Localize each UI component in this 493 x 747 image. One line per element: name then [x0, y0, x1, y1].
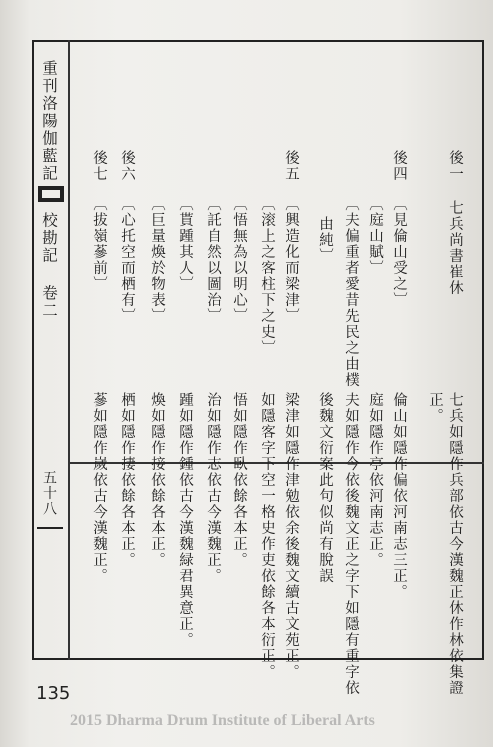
text-column-n6-note: 如隱客字下空一格史作吏依餘各本衍正。	[259, 392, 275, 680]
text-column-n3-note: 庭如隱作亭依河南志正。	[367, 392, 383, 568]
text-column-n8-quote: 〔託自然以圖治〕	[205, 196, 221, 324]
text-column-n9-quote: 〔貰踵其人〕	[177, 196, 193, 292]
text-column-n12-note: 蔘如隱作嵗依古今漢魏正。	[91, 392, 107, 584]
watermark: 2015 Dharma Drum Institute of Liberal Arts	[70, 712, 375, 729]
page-tick-mark	[37, 527, 63, 529]
text-column-n11-note: 栖如隱作捿依餘各本正。	[119, 392, 135, 568]
text-column-n5-note: 梁津如隱作津勉依余後魏文續古文苑正。	[283, 392, 299, 680]
text-column-n1-note2: 正。	[427, 392, 443, 424]
text-column-n1-note: 七兵如隱作兵部依古今漢魏正休作林依集證	[447, 392, 463, 696]
text-column-n11-quote: 〔心托空而栖有〕	[119, 196, 135, 324]
text-column-n3-quote: 〔庭山賦〕	[367, 196, 383, 276]
text-column-n1-quote: 七兵尚書崔休	[447, 200, 463, 296]
text-column-n2-head: 後四	[391, 150, 407, 182]
text-column-n10-note: 煥如隱作接依餘各本正。	[149, 392, 165, 568]
gutter-divider	[68, 40, 70, 660]
text-column-n12-head: 後七	[91, 150, 107, 182]
text-column-n4-quote: 〔夫偏重者愛昔先民之由樸	[343, 196, 359, 388]
text-column-n5-quote: 〔興造化而梁津〕	[283, 196, 299, 324]
text-column-n7-note: 悟如隱作臥依餘各本正。	[231, 392, 247, 568]
fish-tail-mark	[38, 186, 64, 202]
text-column-n10-quote: 〔巨量煥於物表〕	[149, 196, 165, 324]
text-column-n9-note: 踵如隱作鍾依古今漢魏緑君異意正。	[177, 392, 193, 648]
text-column-n6-quote: 〔滚上之客柱下之史〕	[259, 196, 275, 356]
section-title: 校勘記 卷二	[40, 212, 58, 320]
chinese-page-number: 五十八	[41, 470, 57, 517]
book-title: 重刊洛陽伽藍記	[40, 60, 58, 183]
text-column-n2-quote: 〔見倫山受之〕	[391, 196, 407, 308]
text-column-n4-note: 夫如隱作今依後魏文正之字下如隱有重字依	[343, 392, 359, 696]
text-column-n5-head: 後五	[283, 150, 299, 182]
text-column-n12-quote: 〔拔嶺蔘前〕	[91, 196, 107, 292]
text-column-n1-head: 後一	[447, 150, 463, 182]
text-column-n11-head: 後六	[119, 150, 135, 182]
text-column-n8-note: 治如隱作志依古今漢魏正。	[205, 392, 221, 584]
text-column-n7-quote: 〔悟無為以明心〕	[231, 196, 247, 324]
text-column-n4-quote2: 由純〕	[317, 216, 333, 264]
text-column-n2-note: 倫山如隱作偏依河南志三正。	[391, 392, 407, 600]
page-number: 135	[36, 683, 71, 704]
text-column-n4-note2: 後魏文衍案此句似尚有脫誤	[317, 392, 333, 584]
